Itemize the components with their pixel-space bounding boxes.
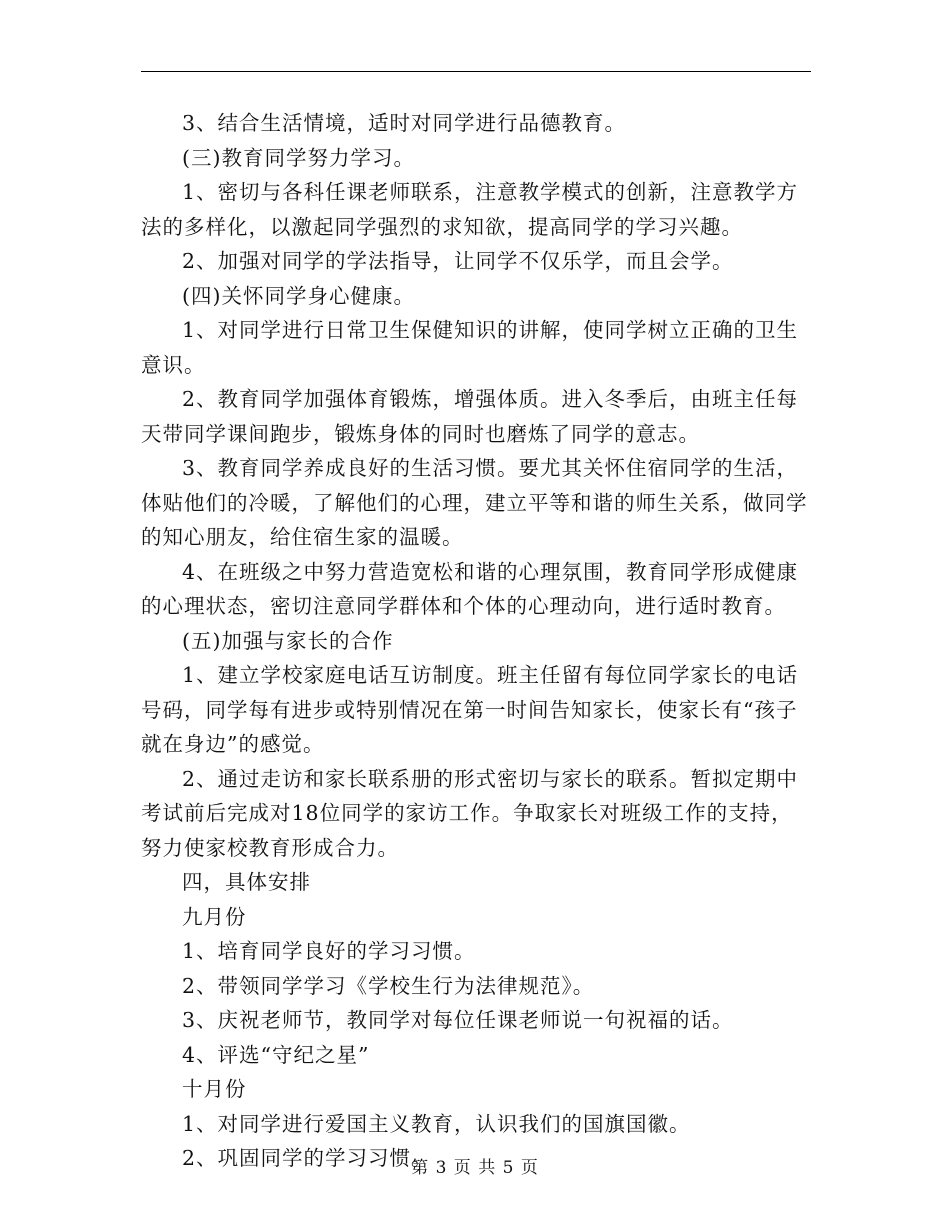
month-heading: 十月份 bbox=[182, 1077, 247, 1101]
paragraph: 3、教育同学养成良好的生活习惯。要尤其关怀住宿同学的生活，体贴他们的冷暖，了解他们的心理，建立平等和谐的师生关系，做同学的知心朋友，给住宿生家的温暖。 bbox=[141, 456, 808, 549]
month-heading: 九月份 bbox=[182, 904, 247, 929]
section-heading: 四，具体安排 bbox=[182, 870, 311, 894]
paragraph: 2、教育同学加强体育锻炼，增强体质。进入冬季后，由班主任每天带同学课间跑步，锻炼身体的同时也磨炼了同学的意志。 bbox=[141, 387, 799, 446]
list-item: 4、评选“守纪之星” bbox=[182, 1042, 370, 1067]
section-heading: (三)教育同学努力学习。 bbox=[182, 145, 415, 170]
paragraph: 1、对同学进行日常卫生保健知识的讲解，使同学树立正确的卫生意识。 bbox=[141, 318, 799, 377]
section-heading: (四)关怀同学身心健康。 bbox=[182, 283, 415, 308]
list-item: 2、带领同学学习《学校生行为法律规范》。 bbox=[182, 973, 595, 998]
paragraph: 2、加强对同学的学法指导，让同学不仅乐学，而且会学。 bbox=[182, 249, 734, 273]
section-heading: (五)加强与家长的合作 bbox=[182, 628, 394, 653]
document-body bbox=[141, 106, 811, 1176]
page-number-footer: 第 3 页 共 5 页 bbox=[411, 1158, 539, 1178]
header-rule bbox=[141, 71, 811, 72]
paragraph: 1、密切与各科任课老师联系，注意教学模式的创新，注意教学方法的多样化，以激起同学强烈的求知欲，提高同学的学习兴趣。 bbox=[141, 180, 799, 239]
paragraph: 4、在班级之中努力营造宽松和谐的心理氛围，教育同学形成健康的心理状态，密切注意同学群体和个体的心理动向，进行适时教育。 bbox=[141, 559, 799, 618]
paragraph: 2、通过走访和家长联系册的形式密切与家长的联系。暂拟定期中考试前后完成对18位同学的家访工作。争取家长对班级工作的支持，努力使家校教育形成合力。 bbox=[141, 766, 799, 860]
list-item: 1、培育同学良好的学习习惯。 bbox=[182, 939, 476, 963]
paragraph: 3、结合生活情境，适时对同学进行品德教育。 bbox=[182, 111, 627, 135]
list-item: 3、庆祝老师节，教同学对每位任课老师说一句祝福的话。 bbox=[182, 1008, 734, 1032]
list-item: 1、对同学进行爱国主义教育，认识我们的国旗国徽。 bbox=[182, 1111, 691, 1136]
list-item: 2、巩固同学的学习习惯。 bbox=[182, 1146, 433, 1170]
paragraph: 1、建立学校家庭电话互访制度。班主任留有每位同学家长的电话号码，同学每有进步或特别情况在第一时间告知家长，使家长有“孩子就在身边”的感觉。 bbox=[141, 663, 799, 756]
